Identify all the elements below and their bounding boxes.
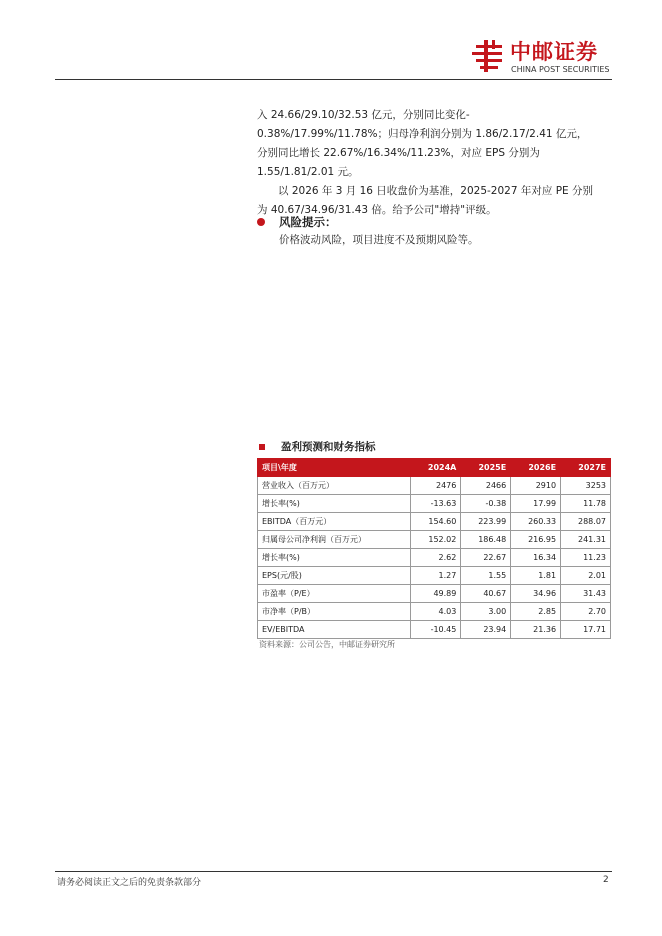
table-cell: 2.70	[561, 603, 611, 621]
table-cell: 22.67	[461, 549, 511, 567]
china-post-logo-icon	[470, 39, 506, 73]
table-cell: 31.43	[561, 585, 611, 603]
table-cell: 1.81	[511, 567, 561, 585]
row-label: 营业收入（百万元）	[258, 477, 411, 495]
table-cell: 1.27	[411, 567, 461, 585]
header-cell: 项目\年度	[258, 459, 411, 477]
table-row	[258, 495, 611, 513]
table-source-note: 资料来源：公司公告，中邮证券研究所	[259, 640, 395, 649]
header-cell: 2026E	[511, 459, 561, 477]
table-title	[257, 440, 376, 454]
table-cell: 152.02	[411, 531, 461, 549]
table-cell: -0.38	[461, 495, 511, 513]
table-row	[258, 603, 611, 621]
table-cell: 21.36	[511, 621, 561, 639]
table-cell: 17.71	[561, 621, 611, 639]
table-cell: 17.99	[511, 495, 561, 513]
table-cell: 223.99	[461, 513, 511, 531]
table-row	[258, 621, 611, 639]
company-logo	[470, 39, 615, 75]
table-cell: 40.67	[461, 585, 511, 603]
table-cell: 260.33	[511, 513, 561, 531]
logo-english-name: CHINA POST SECURITIES	[511, 65, 610, 74]
table-cell: 241.31	[561, 531, 611, 549]
table-cell: -10.45	[411, 621, 461, 639]
header-cell: 2027E	[561, 459, 611, 477]
table-cell: 49.89	[411, 585, 461, 603]
table-cell: 2476	[411, 477, 461, 495]
table-cell: 1.55	[461, 567, 511, 585]
table-row	[258, 513, 611, 531]
table-cell: 4.03	[411, 603, 461, 621]
paragraph-line: 1.55/1.81/2.01 元。	[257, 166, 359, 178]
paragraph-line: 0.38%/17.99%/11.78%；归母净利润分别为 1.86/2.17/2.41 亿元，	[257, 128, 588, 140]
header-cell: 2025E	[461, 459, 511, 477]
paragraph-line: 入 24.66/29.10/32.53 亿元，分别同比变化-	[257, 109, 470, 121]
table-row	[258, 585, 611, 603]
row-label: 市盈率（P/E）	[258, 585, 411, 603]
table-cell: 2.62	[411, 549, 461, 567]
risk-heading-text: 风险提示：	[279, 215, 337, 229]
financial-indicators-table	[257, 458, 611, 639]
table-row	[258, 477, 611, 495]
paragraph-line: 为 40.67/34.96/31.43 倍。给予公司"增持"评级。	[257, 204, 497, 216]
table-cell: 23.94	[461, 621, 511, 639]
row-label: 增长率(%)	[258, 495, 411, 513]
table-cell: 216.95	[511, 531, 561, 549]
table-cell: 3.00	[461, 603, 511, 621]
table-cell: 2.85	[511, 603, 561, 621]
table-row	[258, 549, 611, 567]
table-cell: 2466	[461, 477, 511, 495]
table-cell: -13.63	[411, 495, 461, 513]
table-cell: 3253	[561, 477, 611, 495]
paragraph-line: 分别同比增长 22.67%/16.34%/11.23%，对应 EPS 分别为	[257, 147, 540, 159]
table-cell: 154.60	[411, 513, 461, 531]
footer-disclaimer: 请务必阅读正文之后的免责条款部分	[57, 878, 202, 888]
table-cell: 34.96	[511, 585, 561, 603]
forecast-paragraph	[257, 106, 617, 220]
risk-heading	[257, 214, 337, 230]
paragraph-line: 以 2026 年 3 月 16 日收盘价为基准，2025-2027 年对应 PE 分别	[278, 185, 593, 197]
footer-divider	[55, 871, 612, 872]
logo-chinese-name: 中邮证券	[510, 40, 598, 64]
row-label: EV/EBITDA	[258, 621, 411, 639]
table-cell: 2.01	[561, 567, 611, 585]
row-label: 市净率（P/B）	[258, 603, 411, 621]
row-label: EPS(元/股)	[258, 567, 411, 585]
row-label: EBITDA（百万元）	[258, 513, 411, 531]
table-cell: 2910	[511, 477, 561, 495]
table-header-row	[258, 459, 611, 477]
table-cell: 11.23	[561, 549, 611, 567]
risk-text: 价格波动风险，项目进度不及预期风险等。	[279, 234, 479, 246]
table-row	[258, 567, 611, 585]
header-divider	[55, 79, 612, 80]
table-row	[258, 531, 611, 549]
table-title-text: 盈利预测和财务指标	[281, 441, 376, 453]
row-label: 增长率(%)	[258, 549, 411, 567]
page-number: 2	[603, 875, 609, 885]
table-cell: 288.07	[561, 513, 611, 531]
table-cell: 16.34	[511, 549, 561, 567]
row-label: 归属母公司净利润（百万元）	[258, 531, 411, 549]
table-cell: 11.78	[561, 495, 611, 513]
header-cell: 2024A	[411, 459, 461, 477]
table-cell: 186.48	[461, 531, 511, 549]
